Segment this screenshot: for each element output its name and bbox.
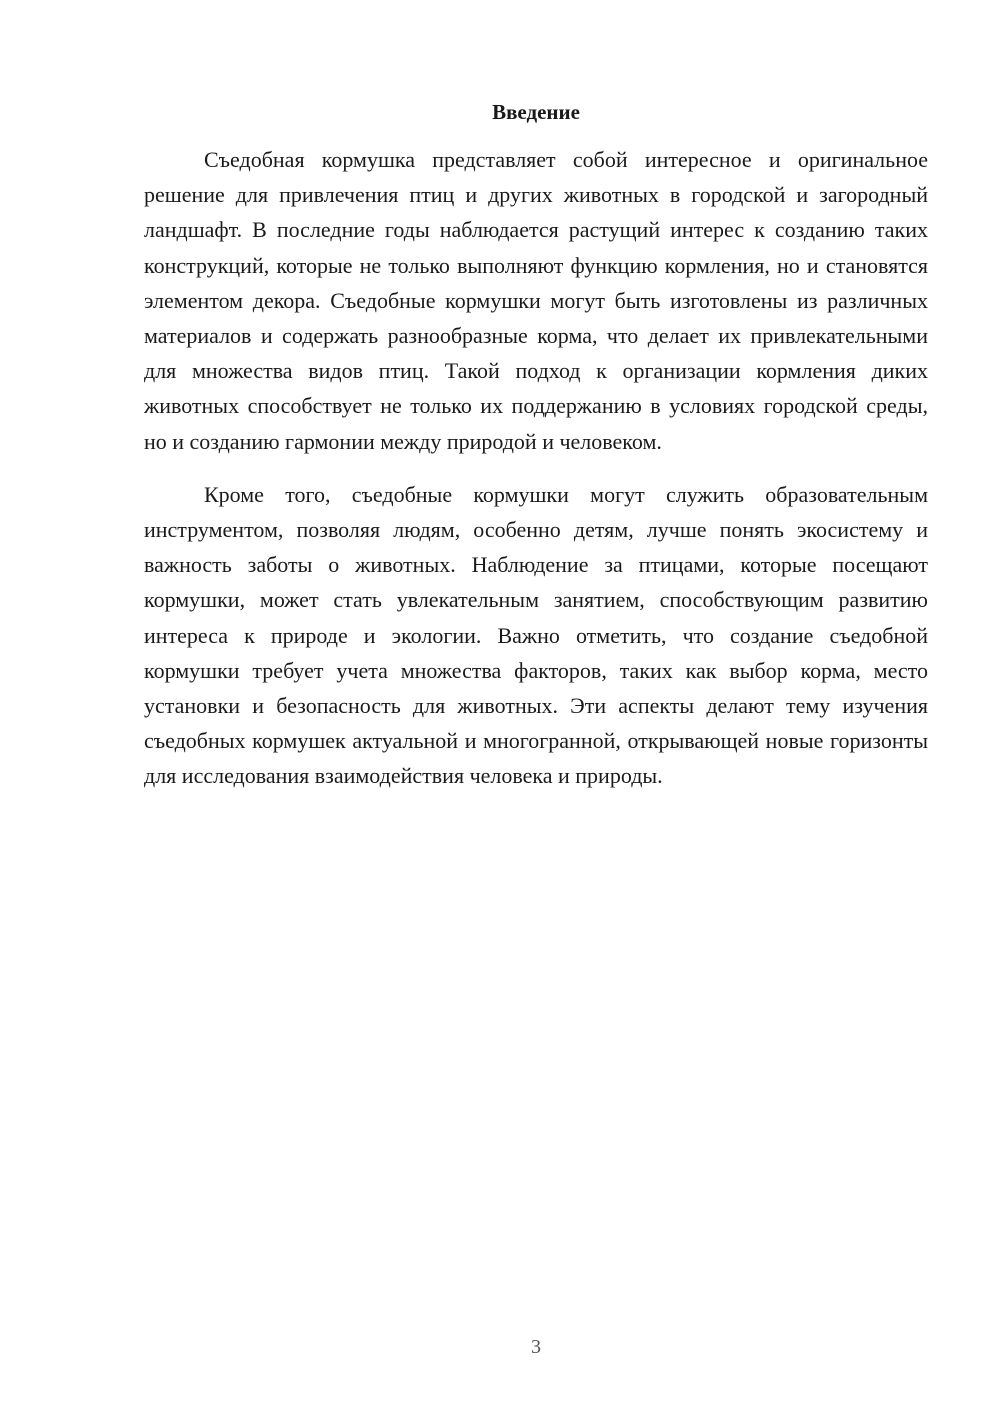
paragraph-2: Кроме того, съедобные кормушки могут служить образовательным инструментом, позволяя людям, особенно детям, лучше понять экосистему и важность заботы о животных. Наблюдение за птицами, которые посещают кормушки, может стать увлекательным занятием, способствующим развитию интереса к природе и экологии. Важно отметить, что создание съедобной кормушки требует учета множества факторов, таких как выбор корма, место установки и безопасность для животных. Эти аспекты делают тему изучения съедобных кормушек актуальной и многогранной, открывающей новые горизонты для исследования взаимодействия человека и природы. — [144, 481, 928, 789]
paragraph-1: Съедобная кормушка представляет собой интересное и оригинальное решение для привлечения птиц и других животных в городской и загородный ландшафт. В последние годы наблюдается растущий интерес к созданию таких конструкций, которые не только выполняют функцию кормления, но и становятся элементом декора. Съедобные кормушки могут быть изготовлены из различных материалов и содержать разнообразные корма, что делает их привлекательными для множества видов птиц. Такой подход к организации кормления диких животных способствует не только их поддержанию в условиях городской среды, но и созданию гармонии между природой и человеком. — [144, 147, 928, 454]
page-title: Введение — [492, 100, 580, 124]
page-number: 3 — [531, 1336, 541, 1358]
body-text — [144, 142, 928, 812]
